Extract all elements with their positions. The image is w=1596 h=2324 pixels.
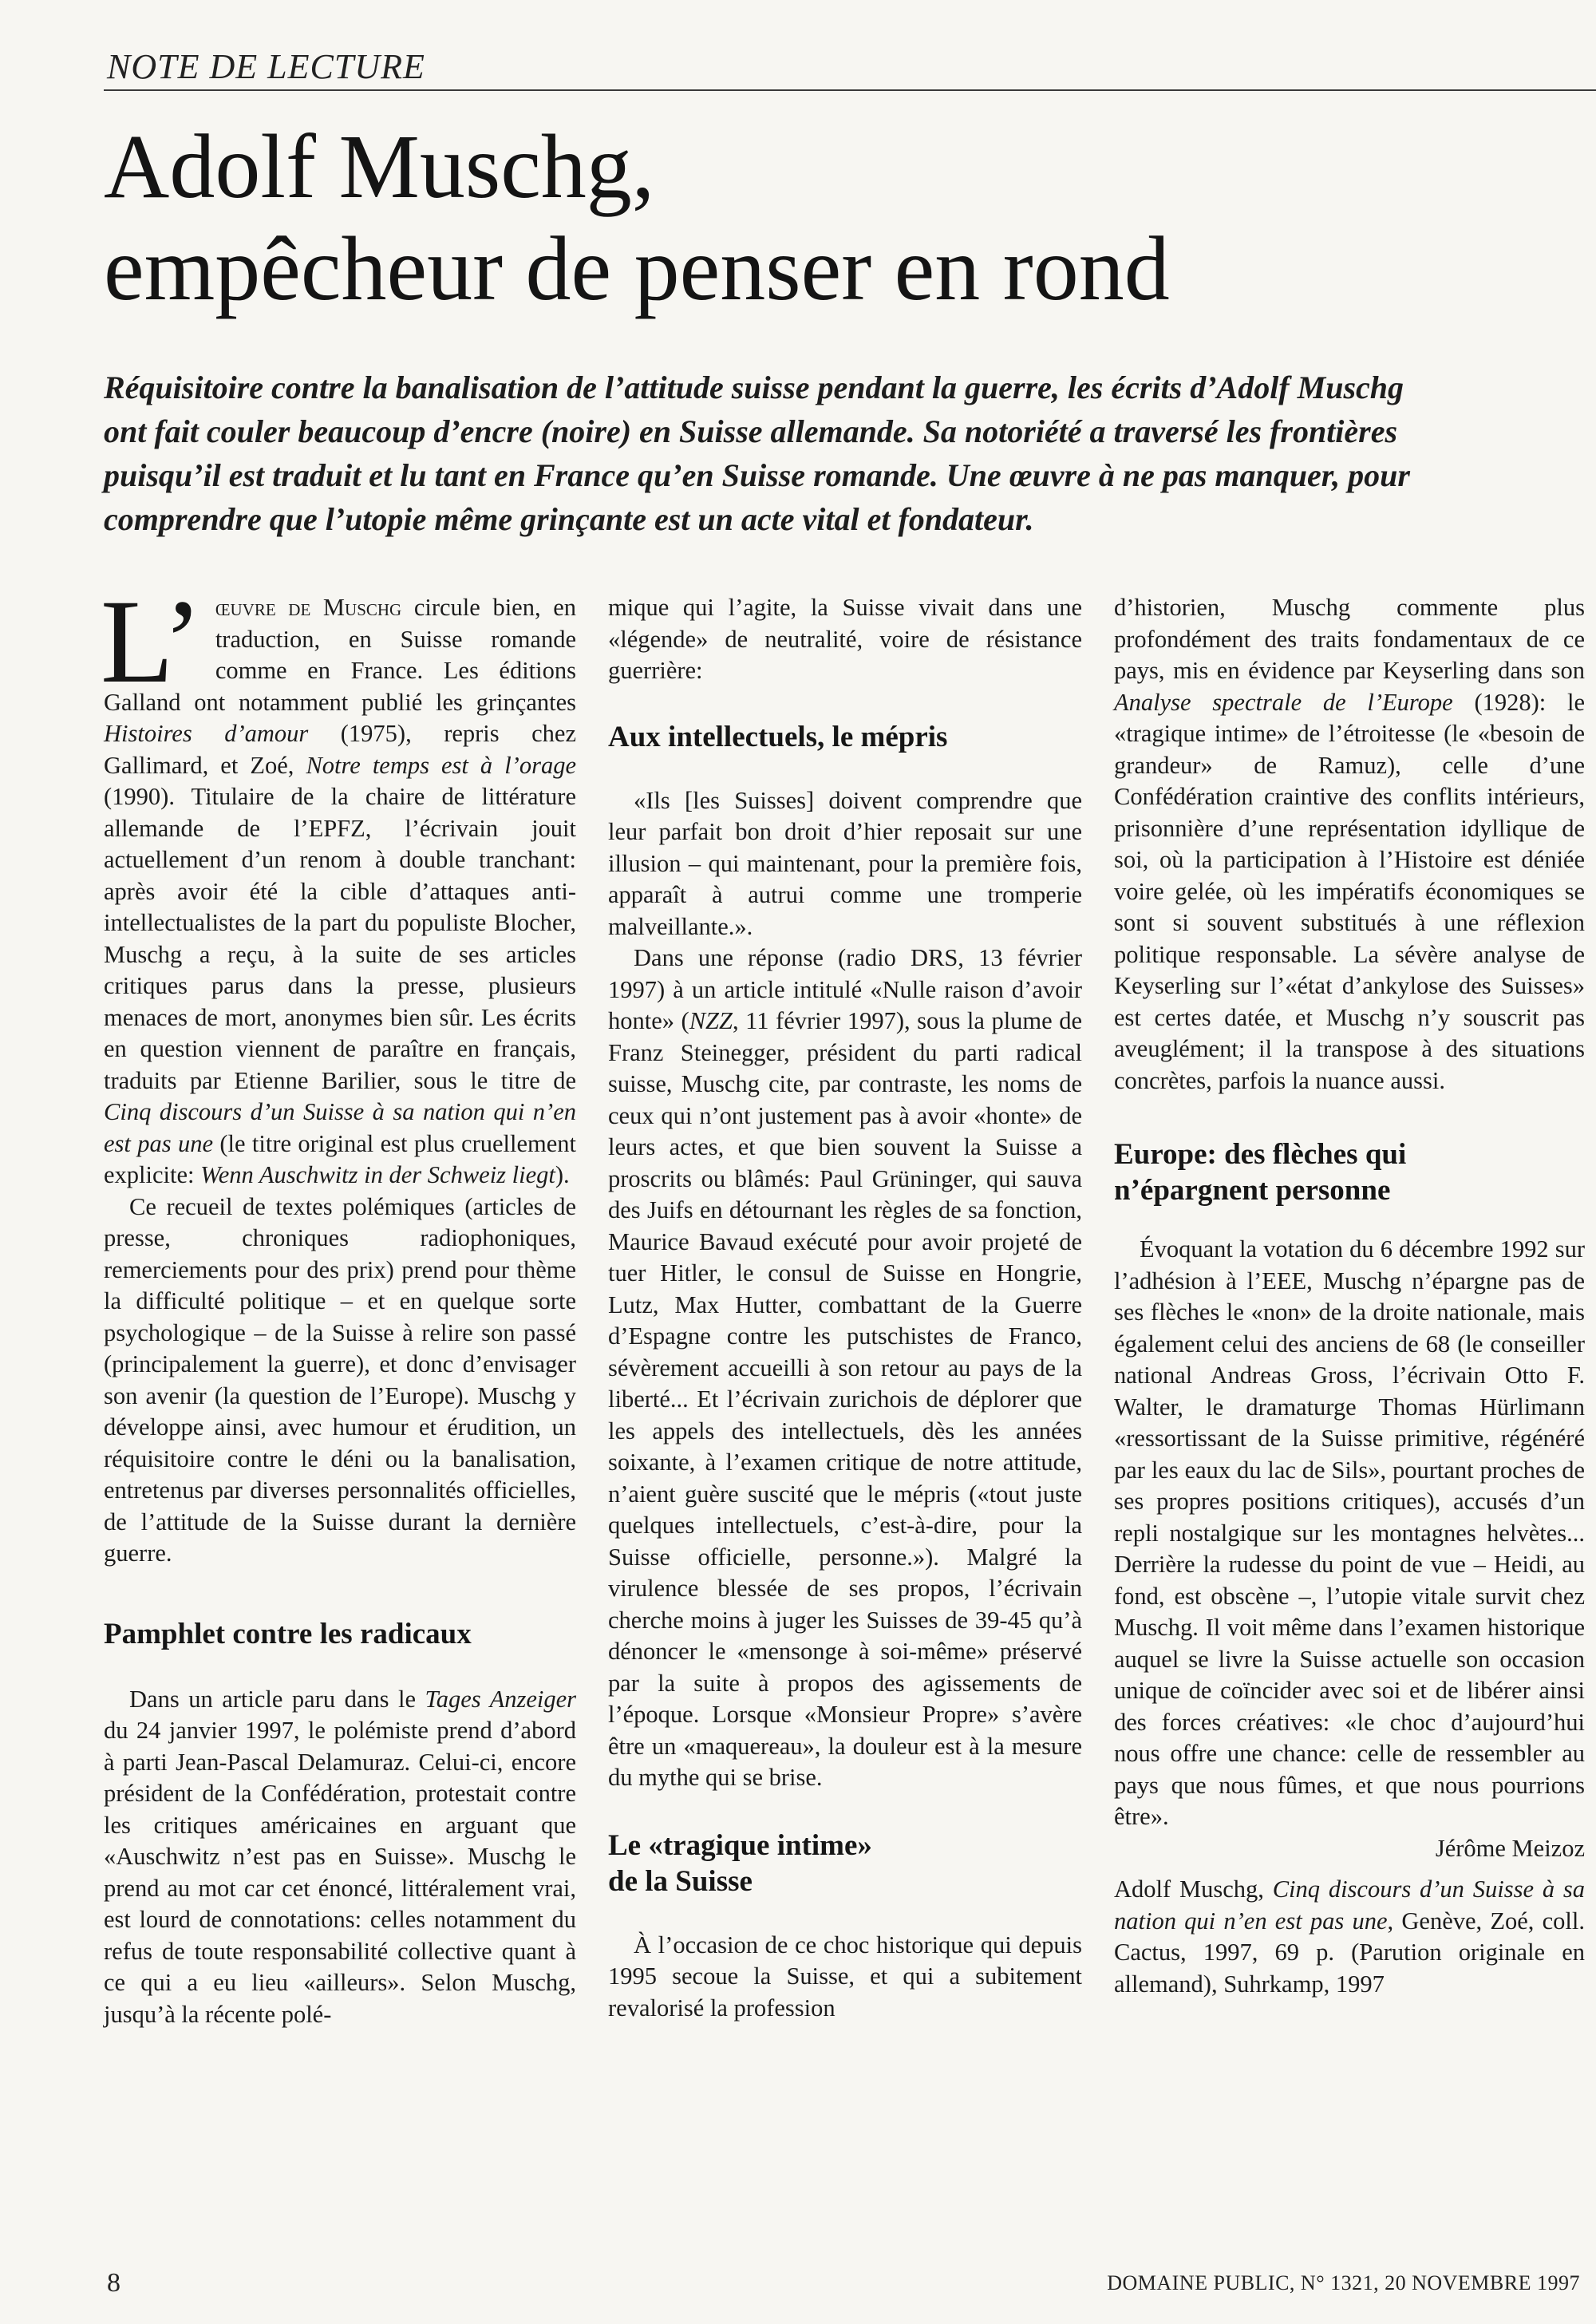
section-rubric: NOTE DE LECTURE [107, 47, 425, 86]
text-run: ). [555, 1161, 570, 1188]
paragraph [101, 575, 577, 1192]
book-title: Cinq discours d’un Suisse à sa nation qui n’en est pas une [1114, 1875, 1586, 1935]
header-rule [104, 89, 1596, 91]
text-run: (1975), repris chez Gallimard, et Zoé, [104, 720, 576, 779]
newspaper-title: NZZ [689, 1007, 733, 1034]
publication-footer: DOMAINE PUBLIC, N° 1321, 20 NOVEMBRE 1997 [1107, 2271, 1580, 2294]
subheading-line: n’épargnent personne [1114, 1174, 1391, 1207]
bibliographic-reference [1114, 1874, 1585, 2000]
book-title: Histoires d’amour [104, 720, 309, 747]
subheading-line: Europe: des flèches qui [1114, 1138, 1407, 1171]
book-title: Analyse spectrale de l’Europe [1114, 688, 1453, 716]
text-run: Adolf Muschg, [1114, 1875, 1273, 1903]
text-run: circule bien, en traduction, en Suisse romande comme en France. Les éditions Galland ont notamment publié les grinçantes [104, 594, 577, 716]
text-run: , 11 février 1997), sous la plume de Franz Steinegger, président du parti radical suisse, Muschg cite, par contraste, les noms de ceux qui n’ont justement pas à avoir «honte» de leurs actes, et que bien souvent la Suisse a proscrits ou blâmés: Paul Grüninger, qui sauva des Juifs en détournant les règles de sa fonction, Maurice Bavaud exécuté pour avoir projeté de tuer Hitler, le consul de Suisse en Hongrie, Lutz, Max Hutter, combattant de la Guerre d’Espagne contre les putschistes de Franco, sévèrement accueilli à son retour au pays de la liberté... Et l’écrivain zurichois de déplorer que les appels des intellectuels, dès les années soixante, à l’examen critique de notre attitude, n’aient guère suscité que le mépris («tout juste quelques intellectuels, c’est-à-dire, pour la Suisse officielle, personne.»). Malgré la virulence blessée de ses propos, l’écrivain cherche moins à juger les Suisses de 39-45 qu’à dénoncer le «mensonge à soi-même» préservé par la suite à propos des agissements de l’époque. Lorsque «Monsieur Propre» s’avère être un «maquereau», la douleur est à la mesure du mythe qui se brise. [608, 1007, 1082, 1791]
page-number: 8 [107, 2268, 120, 2298]
column-1 [101, 575, 577, 2030]
subheading-line: de la Suisse [608, 1864, 753, 1898]
book-title: Notre temps est à l’orage [306, 751, 576, 779]
subheading-line: Le «tragique intime» [608, 1828, 872, 1862]
text-run: , Genève, Zoé, coll. Cactus, 1997, 69 p. (Parution originale en allemand), Suhrkamp, 1997 [1114, 1907, 1585, 1998]
subheading: Pamphlet contre les radicaux [104, 1617, 472, 1650]
text-run: (le titre original est plus cruellement explicite: [104, 1129, 576, 1188]
paragraph [104, 1684, 576, 2031]
text-run: d’historien, Muschg commente plus profondément des traits fondamentaux de ce pays, mis en évidence par Keyserling dans son [1114, 594, 1585, 684]
paragraph: Évoquant la votation du 6 décembre 1992 sur l’adhésion à l’EEE, Muschg n’épargne pas de ses flèches le «non» de la droite nationale, mais également celui des anciens de 68 (le conseiller national Andreas Gross, l’écrivain Otto F. Walter, le dramaturge Thomas Hürlimann «ressortissant de la Suisse primitive, régénéré par les eaux du lac de Sils», pourtant proches de ses propres positions critiques), accusés d’un repli nostalgique sur les montagnes helvètes... Derrière la rudesse du point de vue – Heidi, au fond, est obscène –, l’utopie vitale survit chez Muschg. Il voit même dans l’examen historique auquel se livre la Suisse actuelle son occasion unique de coïncider avec soi et de libérer ainsi des forces créatives: «le choc d’aujourd’hui nous offre une chance: celle de ressembler au pays que nous fûmes, et que nous pourrions être». [1114, 1235, 1585, 1830]
text-run: (1990). Titulaire de la chaire de littérature allemande de l’EPFZ, l’écrivain jouit actuellement d’un renom à double tranchant: après avoir été la cible d’attaques anti-intellectualistes de la part du populiste Blocher, Muschg a reçu, à la suite de ses articles critiques parus dans la presse, plusieurs menaces de mort, anonymes bien sûr. Les écrits en question viennent de paraître en français, traduits par Etienne Barilier, sous le titre de [104, 783, 576, 1094]
drop-cap: L’ [101, 575, 203, 708]
newspaper-title: Tages Anzeiger [425, 1685, 576, 1713]
article-lede: Réquisitoire contre la banalisation de l’attitude suisse pendant la guerre, les écrits d’Adolf Muschg ont fait couler beaucoup d’encre (noire) en Suisse allemande. Sa notoriété a traversé les frontières puisqu’il est traduit et lu tant en France qu’en Suisse romande. Une œuvre à ne pas manquer, pour comprendre que l’utopie même grinçante est un acte vital et fondateur. [104, 370, 1410, 537]
subheading [1114, 1136, 1585, 1208]
paragraph: À l’occasion de ce choc historique qui depuis 1995 secoue la Suisse, et qui a subitement revalorisé la profession [608, 1931, 1082, 2022]
paragraph: mique qui l’agite, la Suisse vivait dans une «légende» de neutralité, voire de résistance guerrière: [608, 594, 1082, 684]
title-line-1: Adolf Muschg, [104, 116, 655, 217]
author-signature: Jérôme Meizoz [1435, 1834, 1585, 1862]
text-run: du 24 janvier 1997, le polémiste prend d’abord à parti Jean-Pascal Delamuraz. Celui-ci, encore président de la Confédération, protestait contre les critiques américaines en arguant que «Auschwitz n’est pas en Suisse». Muschg le prend au mot car cet énoncé, littéralement vrai, est lourd de connotations: celles notamment du refus de toute responsabilité collective quant à ce qui a eu lieu «ailleurs». Selon Muschg, jusqu’à la récente polé- [104, 1717, 576, 2028]
text-run: Dans une réponse (radio DRS, 13 février 1997) à un article intitulé «Nulle raison d’avoir honte» ( [608, 944, 1082, 1034]
paragraph: Ce recueil de textes polémiques (articles de presse, chroniques radiophoniques, remerciements pour des prix) prend pour thème la difficulté politique – et en quelque sorte psychologique – de la Suisse à relire son passé (principalement la guerre), et donc d’envisager son avenir (la question de l’Europe). Muschg y développe ainsi, avec humour et érudition, un réquisitoire contre le déni ou la banalisation, entretenus par diverses personnalités officielles, de l’attitude de la Suisse durant la dernière guerre. [104, 1192, 576, 1567]
paragraph [1114, 592, 1585, 1097]
book-title: Wenn Auschwitz in der Schweiz liegt [200, 1161, 555, 1188]
lead-in: œuvre de Muschg [215, 594, 402, 621]
paragraph: «Ils [les Suisses] doivent comprendre que leur parfait bon droit d’hier reposait sur une illusion – qui maintenant, pour la première fois, apparaît à autrui comme une tromperie malveillante.». [608, 786, 1082, 940]
column-2 [608, 592, 1082, 2024]
subheading: Aux intellectuels, le mépris [608, 720, 948, 753]
article-title [104, 116, 1540, 320]
paragraph [608, 943, 1082, 1794]
subheading [608, 1828, 1082, 1899]
text-run: (1928): le «tragique intime» de l’étroitesse (le «besoin de grandeur» de Ramuz), celle d’une Confédération craintive des conflits intérieurs, prisonnière d’une représentation idyllique de soi, où la participation à l’Histoire est déniée voire gelée, où les impératifs économiques se sont si souvent substitués à une réflexion politique responsable. La sévère analyse de Keyserling sur l’«état d’ankylose des Suisses» est certes datée, et Muschg n’y souscrit pas aveuglément; il la transpose à des situations concrètes, parfois la nuance aussi. [1114, 688, 1585, 1094]
book-title: Cinq discours d’un Suisse à sa nation qui n’en est pas une [104, 1098, 576, 1157]
title-line-2: empêcheur de penser en rond [104, 218, 1170, 319]
text-run: Dans un article paru dans le [129, 1685, 425, 1713]
column-3 [1114, 592, 1585, 2000]
